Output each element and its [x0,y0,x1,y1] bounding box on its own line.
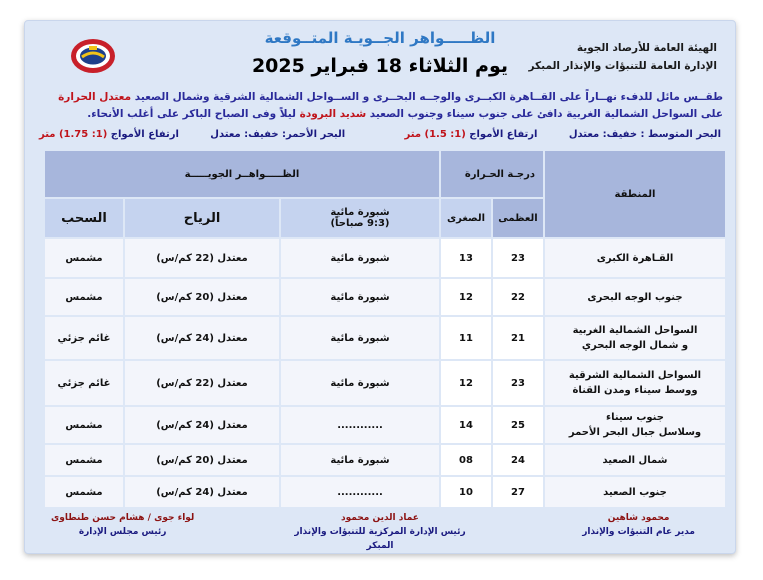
weather-summary [37,89,723,123]
clouds-cell: غائم جزئي [44,360,124,406]
clouds-header: السحب [44,198,124,238]
wind-header: الرياح [124,198,280,238]
director-role: مدير عام التنبؤات والإنذار [582,527,695,537]
clouds-cell: مشمس [44,238,124,278]
region-cell [544,406,726,444]
phenomena-header: الظـــــواهــر الجويـــــة [44,150,440,198]
signature-chairman [51,511,194,539]
red-waves-value: (1: 1.75) متر [39,129,108,140]
med-waves-label: ارتفاع الأمواج [469,129,538,140]
region-cell [544,360,726,406]
clouds-cell: مشمس [44,278,124,316]
chairman-name: لواء جوى / هشام حسن طنطاوى [51,513,195,523]
max-temp-cell: 21 [492,316,544,360]
max-temp-header: العظمى [492,198,544,238]
fog-header-line-2: (9:3 صباحاً) [330,218,390,229]
region-cell [544,316,726,360]
table-row [44,444,726,476]
wind-cell: معتدل (24 كم/س) [124,316,280,360]
fog-cell: شبورة مائية [280,444,440,476]
region-line-1: القـاهرة الكبرى [596,252,674,264]
min-temp-cell: 10 [440,476,492,508]
table-row [44,238,726,278]
clouds-cell: مشمس [44,444,124,476]
summary-part-3: على السواحل الشمالية الغربية دافئ على جنوب سيناء وجنوب الصعيد [366,108,723,120]
organization-name [529,39,717,75]
min-temp-cell: 11 [440,316,492,360]
max-temp-cell: 25 [492,406,544,444]
authority-logo-icon [69,37,117,75]
region-cell [544,238,726,278]
clouds-cell: مشمس [44,406,124,444]
region-line-1: السواحل الشمالية الغربية [572,325,698,336]
red-waves-label: ارتفاع الأمواج [110,129,179,140]
fog-header-line-1: شبورة مائية [330,207,390,218]
max-temp-cell: 22 [492,278,544,316]
clouds-cell: غائم جزئي [44,316,124,360]
med-sea-label: البحر المتوسط : خفيف: معتدل [568,129,721,140]
wind-cell: معتدل (24 كم/س) [124,406,280,444]
wind-cell: معتدل (24 كم/س) [124,476,280,508]
summary-part-5: ليلاً وفى الصباح الباكر على أغلب الأنحاء. [87,108,300,120]
fog-cell: شبورة مائية [280,238,440,278]
table-row [44,406,726,444]
fog-header [280,198,440,238]
region-line-1: جنوب سيناء [606,412,664,423]
forecast-date: يوم الثلاثاء 18 فبراير 2025 [251,55,509,77]
region-cell [544,476,726,508]
region-cell [544,278,726,316]
director-name: محمود شاهين [607,513,670,523]
red-sea-label: البحر الأحمر: خفيف: معتدل [210,129,346,140]
summary-highlight-1: معتدل الحرارة [58,91,132,103]
fog-cell: ............ [280,406,440,444]
clouds-cell: مشمس [44,476,124,508]
fog-cell: شبورة مائية [280,316,440,360]
fog-cell: شبورة مائية [280,278,440,316]
wind-cell: معتدل (22 كم/س) [124,238,280,278]
min-temp-cell: 13 [440,238,492,278]
min-temp-cell: 12 [440,360,492,406]
fog-cell: ............ [280,476,440,508]
table-row [44,360,726,406]
table-row [44,316,726,360]
region-line-1: شمال الصعيد [602,454,668,466]
summary-highlight-2: شديد البرودة [299,108,367,120]
central-head-role: رئيس الإدارة المركزية للتنبؤات والإنذار المبكر [294,527,466,551]
region-line-1: جنوب الوجه البحرى [587,291,683,303]
org-line-1: الهيئة العامة للأرصاد الجوية [576,42,717,54]
region-cell [544,444,726,476]
central-head-name: عماد الدين محمود [341,513,419,523]
med-waves-value: (1: 1.5) متر [404,129,466,140]
region-line-1: جنوب الصعيد [603,486,667,498]
forecast-rows [44,238,726,508]
org-line-2: الإدارة العامة للتنبؤات والإنذار المبكر [528,60,717,72]
region-line-2: ووسط سيناء ومدن القناة [572,385,698,396]
signature-central-head [285,511,475,553]
max-temp-cell: 23 [492,360,544,406]
fog-cell: شبورة مائية [280,360,440,406]
min-temp-header: الصغرى [440,198,492,238]
temperature-header: درجـة الحـرارة [440,150,544,198]
forecast-card [24,20,736,554]
min-temp-cell: 08 [440,444,492,476]
region-header: المنطقة [544,150,726,238]
page-title: الظـــــواهر الجــويـة المتــوقعة [264,29,496,47]
mediterranean-sea-status [405,129,721,140]
signature-director [582,511,695,539]
region-line-2: و شمال الوجه البحري [581,340,689,351]
region-line-2: وسلاسل جبال البحر الأحمر [568,427,702,438]
max-temp-cell: 24 [492,444,544,476]
wind-cell: معتدل (20 كم/س) [124,444,280,476]
max-temp-cell: 27 [492,476,544,508]
min-temp-cell: 14 [440,406,492,444]
summary-part-1: طقــس مائل للدفء نهــاراً على القــاهرة الكبــرى والوجــه البحــرى و الســواحل الشمالية الشرقية وشمال الصعيد [131,91,723,103]
table-row [44,476,726,508]
min-temp-cell: 12 [440,278,492,316]
wind-cell: معتدل (22 كم/س) [124,360,280,406]
forecast-table [43,149,727,509]
red-sea-status [39,129,345,140]
chairman-role: رئيس مجلس الإدارة [78,527,167,537]
wind-cell: معتدل (20 كم/س) [124,278,280,316]
table-row [44,278,726,316]
max-temp-cell: 23 [492,238,544,278]
region-line-1: السواحل الشمالية الشرقية [568,370,702,381]
